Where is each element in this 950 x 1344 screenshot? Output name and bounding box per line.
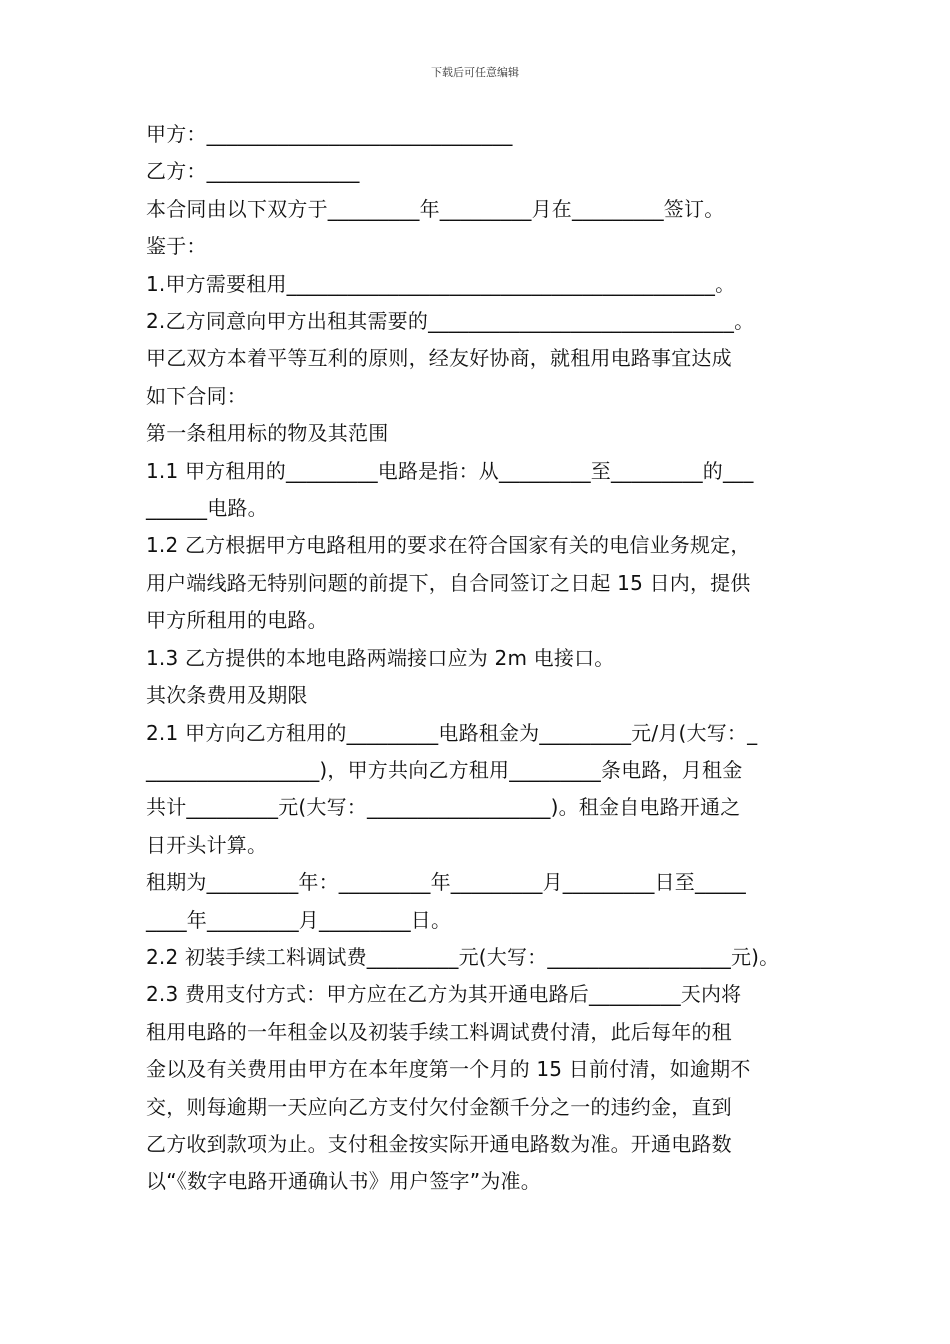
clause-2-1-line-1: 2.1 甲方向乙方租用的_________电路租金为_________元/月(大写：_ [146, 720, 758, 745]
clause-1-1-line-2: ______电路。 [146, 496, 268, 521]
clause-2-3-line-2: 租用电路的一年租金以及初装手续工料调试费付清，此后每年的租 [146, 1019, 732, 1044]
lease-term-line-2: ____年_________月_________日。 [146, 907, 452, 932]
agreement-intro-line-2: 如下合同： [146, 383, 247, 408]
whereas-item-2: 2.乙方同意向甲方出租其需要的______________________________。 [146, 309, 755, 334]
clause-2-3-line-5: 乙方收到款项为止。支付租金按实际开通电路数为准。开通电路数 [146, 1131, 732, 1156]
clause-2-2: 2.2 初装手续工料调试费_________元(大写：__________________元)。 [146, 944, 780, 969]
whereas-item-1: 1.甲方需要租用__________________________________________。 [146, 271, 736, 296]
page-header-note: 下载后可任意编辑 [431, 66, 519, 79]
whereas-heading: 鉴于： [146, 234, 207, 259]
party-b-line: 乙方：_______________ [146, 159, 360, 184]
party-a-line: 甲方：______________________________ [146, 122, 513, 146]
clause-1-2-line-2: 用户端线路无特别问题的前提下，自合同签订之日起 15 日内，提供 [146, 570, 751, 595]
clause-2-3-line-1: 2.3 费用支付方式：甲方应在乙方为其开通电路后_________天内将 [146, 982, 742, 1007]
article-1-heading: 第一条租用标的物及其范围 [146, 421, 389, 446]
signing-date-line: 本合同由以下双方于_________年_________月在_________签订。 [146, 196, 725, 221]
clause-2-1-line-2: _________________)，甲方共向乙方租用_________条电路，月租金 [146, 757, 743, 782]
clause-1-2-line-1: 1.2 乙方根据甲方电路租用的要求在符合国家有关的电信业务规定， [146, 533, 751, 558]
clause-2-3-line-6: 以“《数字电路开通确认书》用户签字”为准。 [146, 1169, 541, 1194]
clause-2-1-line-4: 日开头计算。 [146, 832, 268, 857]
article-2-heading: 其次条费用及期限 [146, 683, 308, 708]
clause-2-3-line-3: 金以及有关费用由甲方在本年度第一个月的 15 日前付清，如逾期不 [146, 1057, 751, 1082]
lease-term-line-1: 租期为_________年：_________年_________月_________日至_____ [146, 870, 746, 895]
clause-2-1-line-3: 共计_________元(大写：__________________)。租金自电路开通之 [146, 795, 741, 820]
contract-body [146, 116, 816, 1201]
clause-1-1-line-1: 1.1 甲方租用的_________电路是指：从_________至_________的___ [146, 458, 754, 483]
clause-2-3-line-4: 交，则每逾期一天应向乙方支付欠付金额千分之一的违约金，直到 [146, 1094, 732, 1119]
clause-1-3: 1.3 乙方提供的本地电路两端接口应为 2m 电接口。 [146, 645, 615, 670]
agreement-intro-line-1: 甲乙双方本着平等互利的原则，经友好协商，就租用电路事宜达成 [146, 346, 732, 371]
clause-1-2-line-3: 甲方所租用的电路。 [146, 608, 328, 633]
